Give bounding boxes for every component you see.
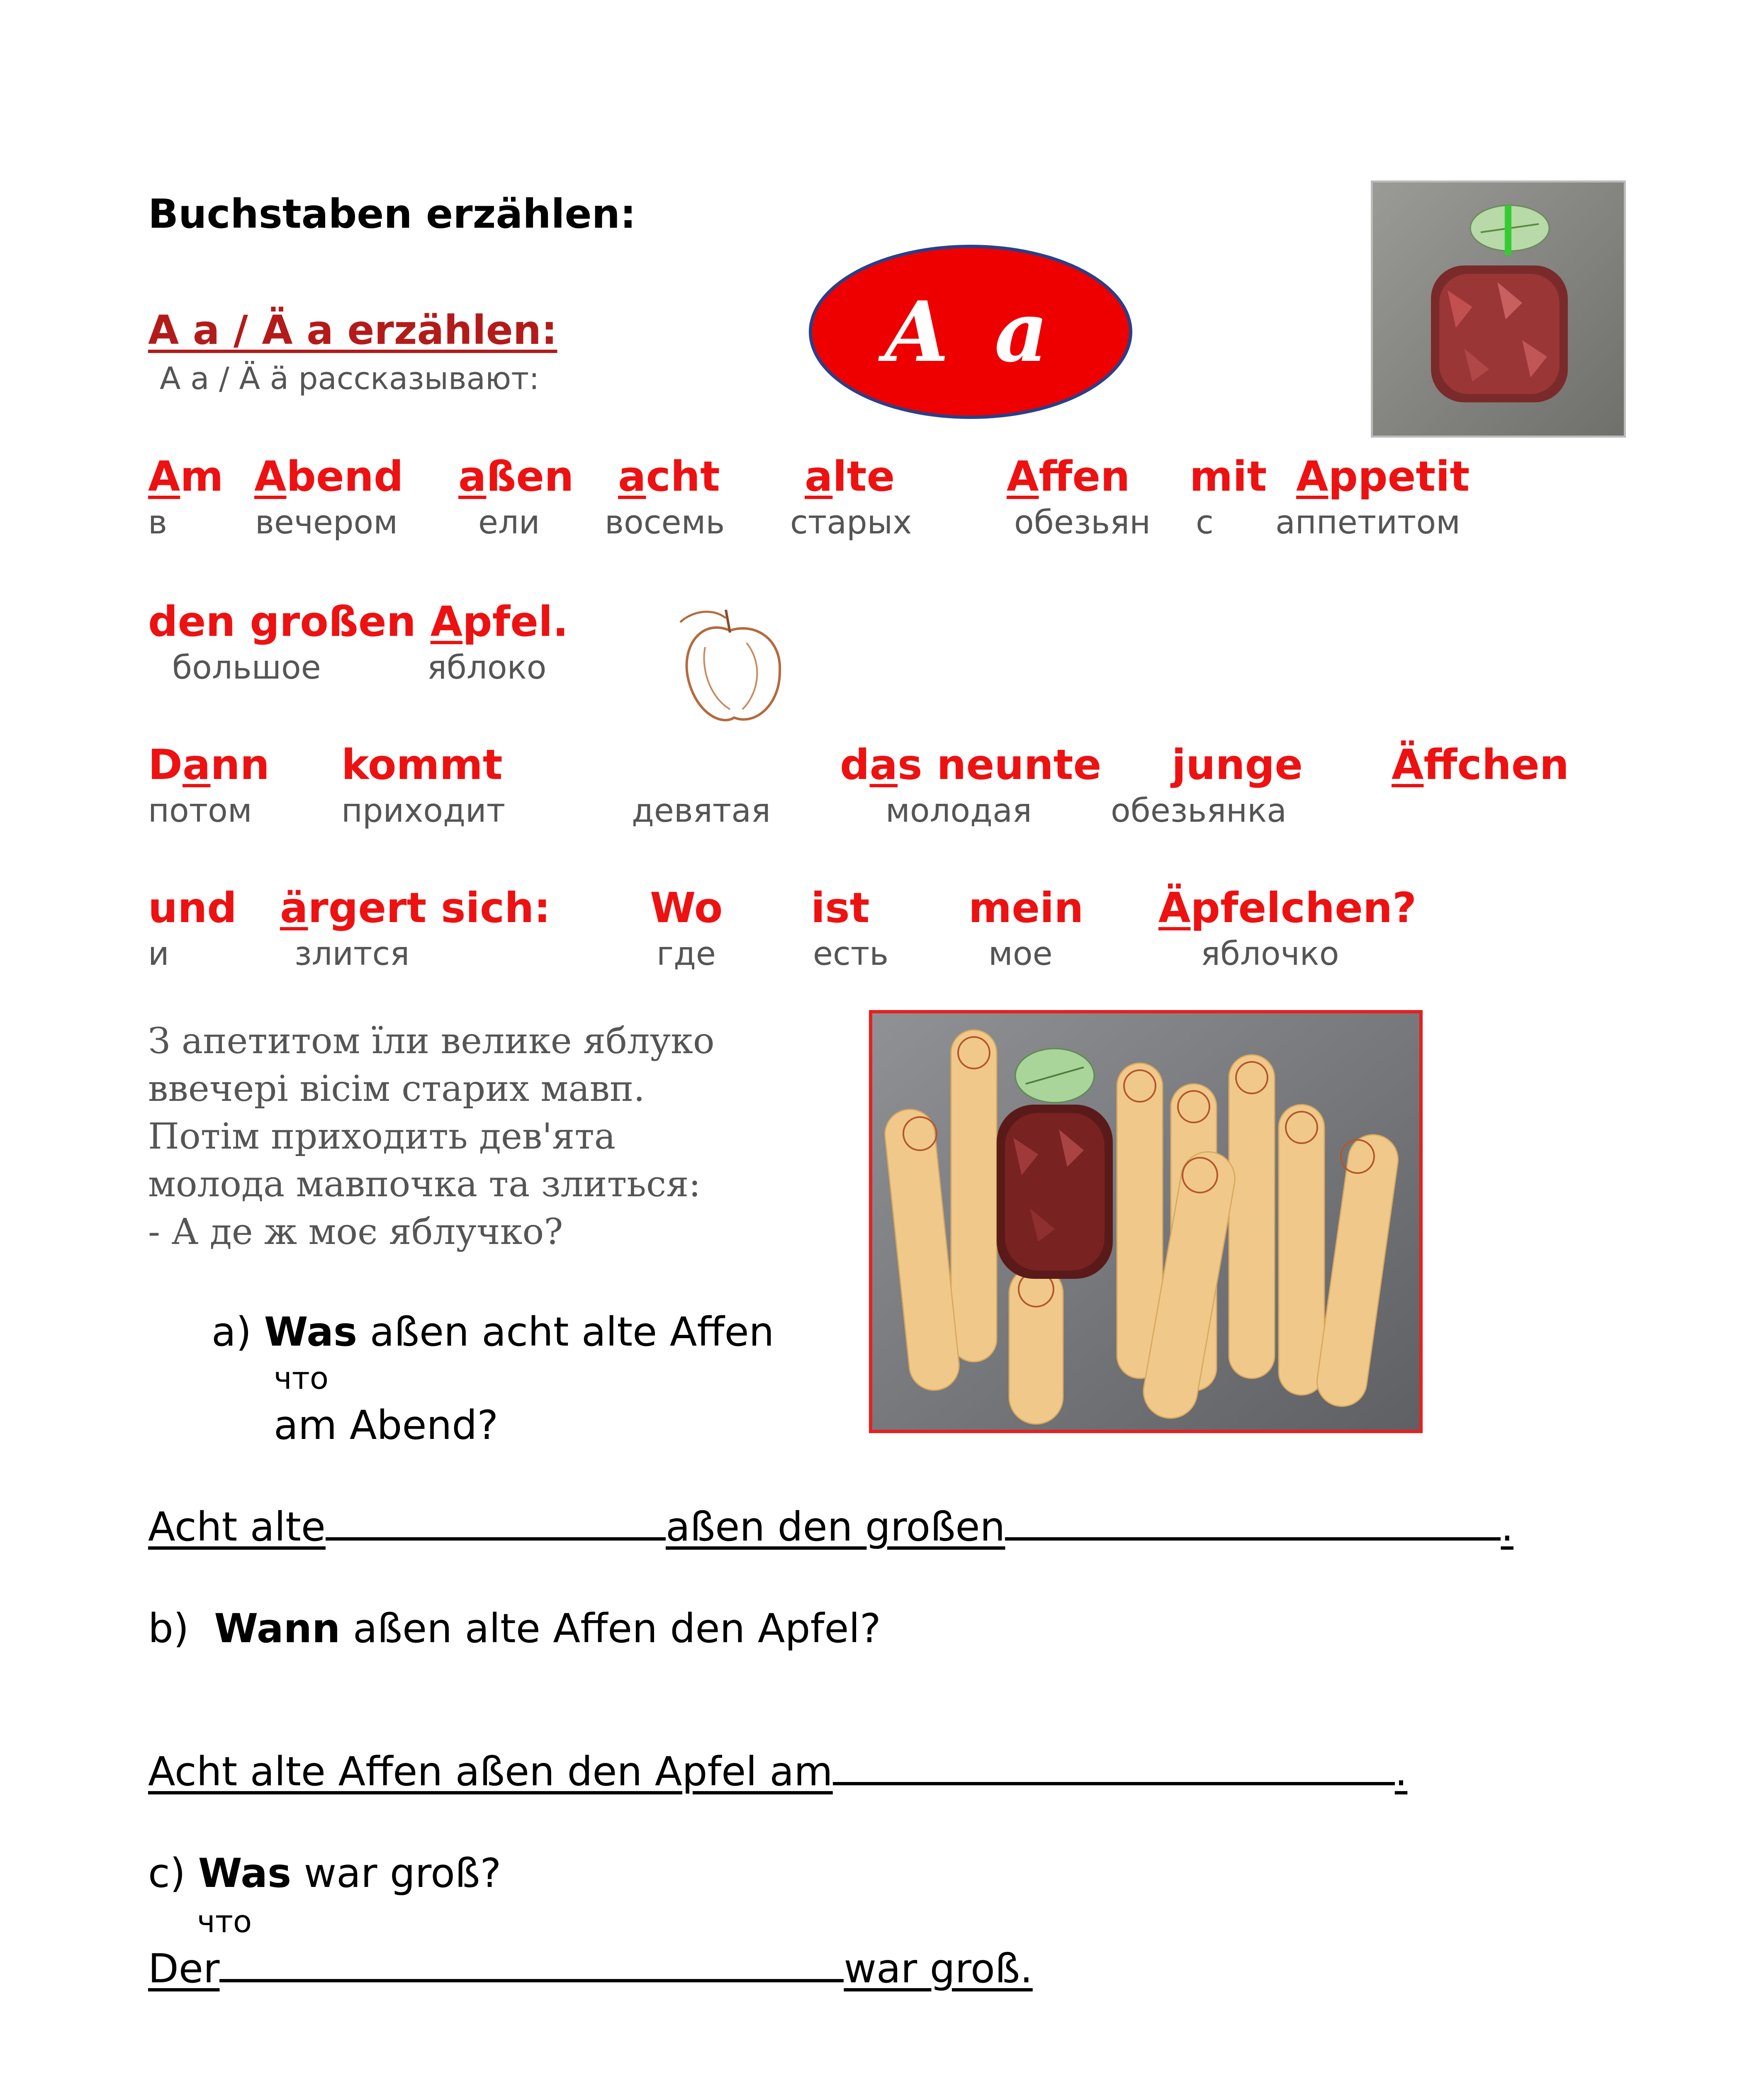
question-a-line2: am Abend? (274, 1402, 499, 1448)
sentence-line-2: den großen Apfel. (148, 597, 569, 646)
translation-1-8: аппетитом (1275, 504, 1460, 541)
translation-4-3: где (657, 935, 716, 973)
translation-3-5: обезьянка (1111, 792, 1287, 830)
answer-b-blank[interactable] (833, 1782, 1395, 1785)
ukrainian-line-5: - А де ж моє яблучко? (148, 1211, 563, 1253)
answer-a-blank-1[interactable] (326, 1537, 666, 1541)
translation-4-1: и (148, 935, 169, 973)
word-mein: mein (968, 884, 1084, 932)
answer-c-line: Der war groß. (148, 1945, 1033, 1992)
ukrainian-line-1: З апетитом їли велике яблуко (148, 1020, 715, 1062)
word-kommt: kommt (341, 740, 503, 789)
translation-1-5: старых (790, 504, 912, 541)
word-appetit: Appetit (1296, 452, 1470, 501)
answer-a-blank-2[interactable] (1005, 1537, 1501, 1541)
apple-sketch-image (664, 601, 796, 734)
translation-2-1: большое (172, 649, 321, 686)
ukrainian-line-3: Потім приходить дев'ята (148, 1116, 616, 1157)
ukrainian-line-4: молода мавпочка та злиться: (148, 1164, 701, 1205)
page-heading: Buchstaben erzählen: (148, 191, 636, 237)
word-junge: junge (1172, 740, 1303, 789)
translation-3-4: молодая (886, 792, 1032, 830)
question-a: a) Was aßen acht alte Affen (212, 1309, 774, 1355)
word-acht: acht (618, 452, 720, 501)
answer-a-line: Acht alte aßen den großen . (148, 1504, 1513, 1550)
word-assen: aßen (458, 452, 574, 501)
word-und: und (148, 884, 237, 932)
word-aeffchen: Äffchen (1392, 740, 1569, 789)
word-wo: Wo (650, 884, 723, 932)
answer-b-line: Acht alte Affen aßen den Apfel am . (148, 1748, 1408, 1795)
translation-3-1: потом (148, 792, 252, 830)
sentence-line-1 (148, 452, 224, 501)
answer-c-blank[interactable] (219, 1979, 844, 1982)
question-b: b) Wann aßen alte Affen den Apfel? (148, 1605, 881, 1652)
translation-4-4: есть (813, 935, 889, 973)
word-dann: Dann (148, 740, 270, 789)
translation-4-2: злится (294, 935, 410, 973)
translation-1-3: ели (478, 504, 540, 541)
ukrainian-line-2: ввечері вісім старих мавп. (148, 1068, 645, 1110)
translation-1-7: с (1196, 504, 1214, 541)
question-a-translation: что (274, 1361, 329, 1396)
translation-4-6: яблочко (1201, 935, 1339, 973)
word-aergert-sich: ärgert sich: (280, 884, 551, 932)
monkeys-apple-photo (869, 1010, 1423, 1433)
letter-badge (809, 245, 1132, 419)
translation-1-1: в (148, 504, 167, 541)
word-ist: ist (811, 884, 870, 932)
question-c-translation: что (197, 1904, 252, 1940)
word-alte: alte (805, 452, 895, 501)
letter-badge-text: A a (884, 283, 1057, 381)
section-title-translation: А а / Ä ä рассказывают: (160, 361, 540, 397)
translation-4-5: мое (988, 935, 1053, 973)
word-das-neunte: das neunte (840, 740, 1102, 789)
question-c: c) Was war groß? (148, 1850, 501, 1896)
translation-1-4: восемь (605, 504, 725, 541)
apple-craft-photo (1371, 180, 1626, 438)
translation-3-2: приходит (341, 792, 506, 830)
translation-1-6: обезьян (1014, 504, 1151, 541)
translation-1-2: вечером (255, 504, 398, 541)
word-am: Am (148, 452, 224, 501)
word-aepfelchen: Äpfelchen? (1158, 884, 1417, 932)
section-title: A a / Ä a erzählen: (148, 307, 557, 353)
word-abend: Abend (254, 452, 404, 501)
word-mit: mit (1190, 452, 1267, 501)
word-affen: Affen (1007, 452, 1130, 501)
translation-2-2: яблоко (427, 649, 547, 686)
translation-3-3: девятая (632, 792, 771, 830)
